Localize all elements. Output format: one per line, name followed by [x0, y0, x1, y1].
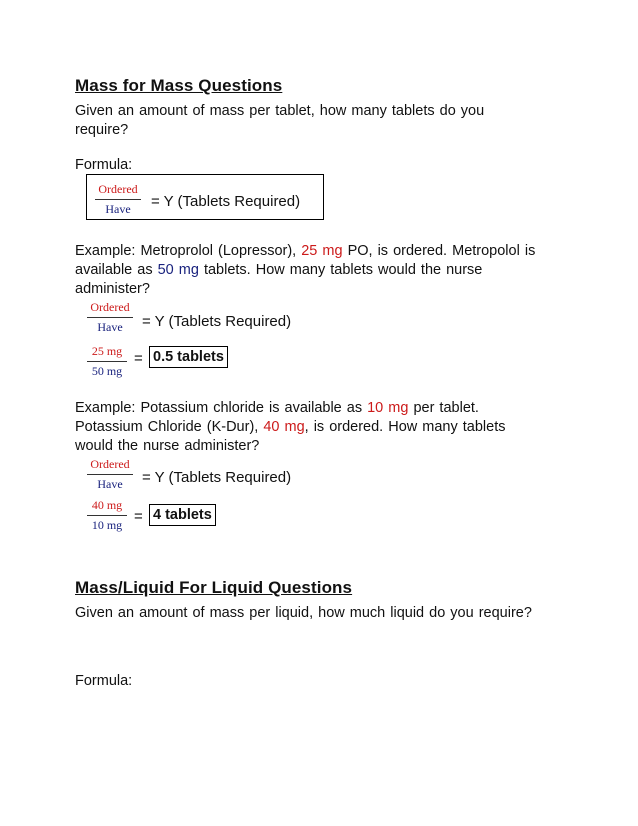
example1-line1 [75, 242, 535, 261]
fraction-numerator: 40 mg [91, 498, 123, 512]
fraction-bar [87, 515, 127, 516]
example1-text: Example: Metroprolol (Lopressor), [75, 243, 302, 259]
answer-box: 0.5 tablets [149, 346, 228, 368]
section-heading-mass-for-mass: Mass for Mass Questions [75, 76, 283, 95]
section1-intro-line1: Given an amount of mass per tablet, how many tablets do you [75, 103, 485, 119]
example1-calc-fraction [87, 344, 127, 378]
example2-text: , is ordered. How many tablets [304, 419, 506, 435]
example2-calc-fraction [87, 498, 127, 532]
fraction-numerator: 25 mg [91, 344, 123, 358]
equals-sign: = [134, 508, 143, 525]
example2-line3: would the nurse administer? [75, 438, 260, 454]
example2-text: Example: Potassium chloride is available as [75, 400, 368, 416]
fraction-denominator: 50 mg [91, 364, 123, 378]
answer-box: 4 tablets [149, 504, 216, 526]
fraction-numerator: Ordered [90, 457, 130, 471]
formula-label: Formula: [75, 673, 133, 689]
example1-text: PO, is ordered. Metropolol is [342, 243, 536, 259]
example1-formula-result: = Y (Tablets Required) [142, 313, 292, 330]
ordered-dose: 10 mg [367, 400, 409, 416]
formula-result: = Y (Tablets Required) [151, 193, 301, 210]
fraction-bar [87, 361, 127, 362]
fraction-numerator: Ordered [98, 182, 138, 196]
example2-line2 [75, 418, 505, 437]
formula-fraction [95, 182, 141, 216]
section2-intro: Given an amount of mass per liquid, how much liquid do you require? [75, 605, 532, 621]
example2-text: Potassium Chloride (K-Dur), [75, 419, 264, 435]
example1-line3: administer? [75, 281, 150, 297]
section-heading-mass-liquid: Mass/Liquid For Liquid Questions [75, 578, 353, 597]
example1-text: tablets. How many tablets would the nurse [198, 262, 483, 278]
fraction-bar [95, 199, 141, 200]
example2-formula-result: = Y (Tablets Required) [142, 469, 292, 486]
fraction-denominator: 10 mg [91, 518, 123, 532]
formula-box [86, 174, 324, 220]
example2-line1 [75, 399, 479, 418]
ordered-dose: 25 mg [301, 243, 343, 259]
fraction-denominator: Have [97, 320, 123, 334]
equals-sign: = [134, 350, 143, 367]
example2-formula-fraction [87, 457, 133, 491]
fraction-bar [87, 317, 133, 318]
example1-text: available as [75, 262, 158, 278]
ordered-dose: 40 mg [263, 419, 305, 435]
have-dose: 50 mg [157, 262, 199, 278]
example1-line2 [75, 261, 482, 280]
fraction-denominator: Have [105, 202, 131, 216]
example2-text: per tablet. [408, 400, 479, 416]
fraction-bar [87, 474, 133, 475]
example1-formula-fraction [87, 300, 133, 334]
section1-intro-line2: require? [75, 122, 129, 138]
formula-label: Formula: [75, 157, 133, 173]
fraction-numerator: Ordered [90, 300, 130, 314]
fraction-denominator: Have [97, 477, 123, 491]
